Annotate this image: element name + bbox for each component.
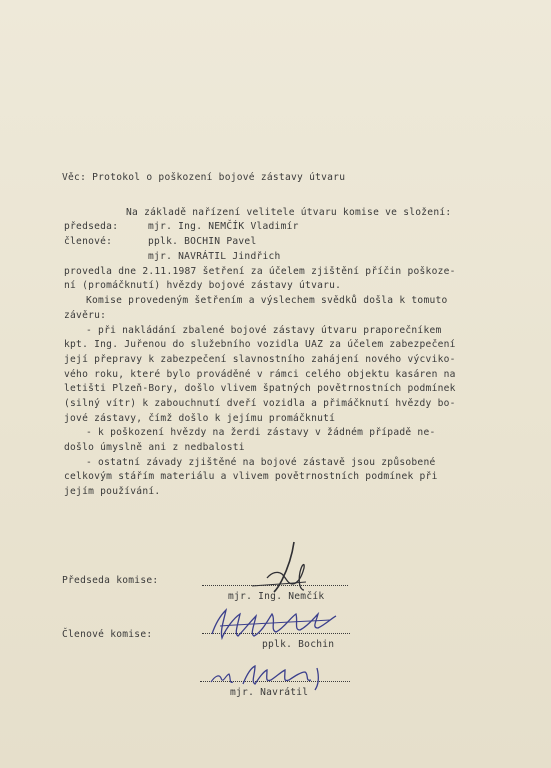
body-line: (silný vítr) k zabouchnutí dveří vozidla a přimáčknutí hvězdy bo- <box>64 398 456 409</box>
chair-name: mjr. Ing. NEMČÍK Vladimír <box>148 221 299 232</box>
chair-label: předseda: <box>64 221 119 232</box>
body-line: jejím používání. <box>64 486 161 497</box>
body-line: její přepravy k zabezpečení slavnostního zahájení nového výcviko- <box>64 354 456 365</box>
body-line: ní (promáčknutí) hvězdy bojové zástavy útvaru. <box>64 280 342 291</box>
body-line: závěru: <box>64 310 107 321</box>
chair-signature <box>222 538 342 598</box>
body-line: kpt. Ing. Juřenou do služebního vozidla UAZ za účelem zabezpečení <box>64 339 456 350</box>
body-line: došlo úmyslně ani z nedbalosti <box>64 442 245 453</box>
body-line: letišti Plzeň-Bory, došlo vlivem špatných povětrnostních podmínek <box>64 383 456 394</box>
body-line: Komise provedeným šetřením a výslechem svědků došla k tomuto <box>86 295 448 306</box>
body-line: vého roku, které bylo prováděné v rámci celého objektu kasáren na <box>64 369 456 380</box>
body-line: celkovým stářím materiálu a vlivem povětrnostních podmínek při <box>64 471 438 482</box>
body-line: - při nakládání zbalené bojové zástavy útvaru praporečníkem <box>86 325 442 336</box>
member1-signature-name: pplk. Bochin <box>262 639 335 650</box>
members-label: členové: <box>64 236 113 247</box>
body-line: - ostatní závady zjištěné na bojové zástavě jsou způsobené <box>86 457 436 468</box>
chair-signature-name: mjr. Ing. Nemčík <box>228 591 325 602</box>
body-line: provedla dne 2.11.1987 šetření za účelem zjištění příčin poškoze- <box>64 266 456 277</box>
body-line: - k poškození hvězdy na žerdi zástavy v žádném případě ne- <box>86 427 436 438</box>
member2-signature-name: mjr. Navrátil <box>230 687 309 698</box>
members-signature-label: Členové komise: <box>62 629 153 640</box>
member2-name: mjr. NAVRÁTIL Jindřich <box>148 251 281 262</box>
subject-line: Věc: Protokol o poškození bojové zástavy útvaru <box>62 172 346 183</box>
body-line: jové zástavy, čímž došlo k jejímu promáčknutí <box>64 413 336 424</box>
intro-line: Na základě nařízení velitele útvaru komise ve složení: <box>126 207 452 218</box>
member1-name: pplk. BOCHIN Pavel <box>148 236 257 247</box>
chair-signature-label: Předseda komise: <box>62 575 159 586</box>
